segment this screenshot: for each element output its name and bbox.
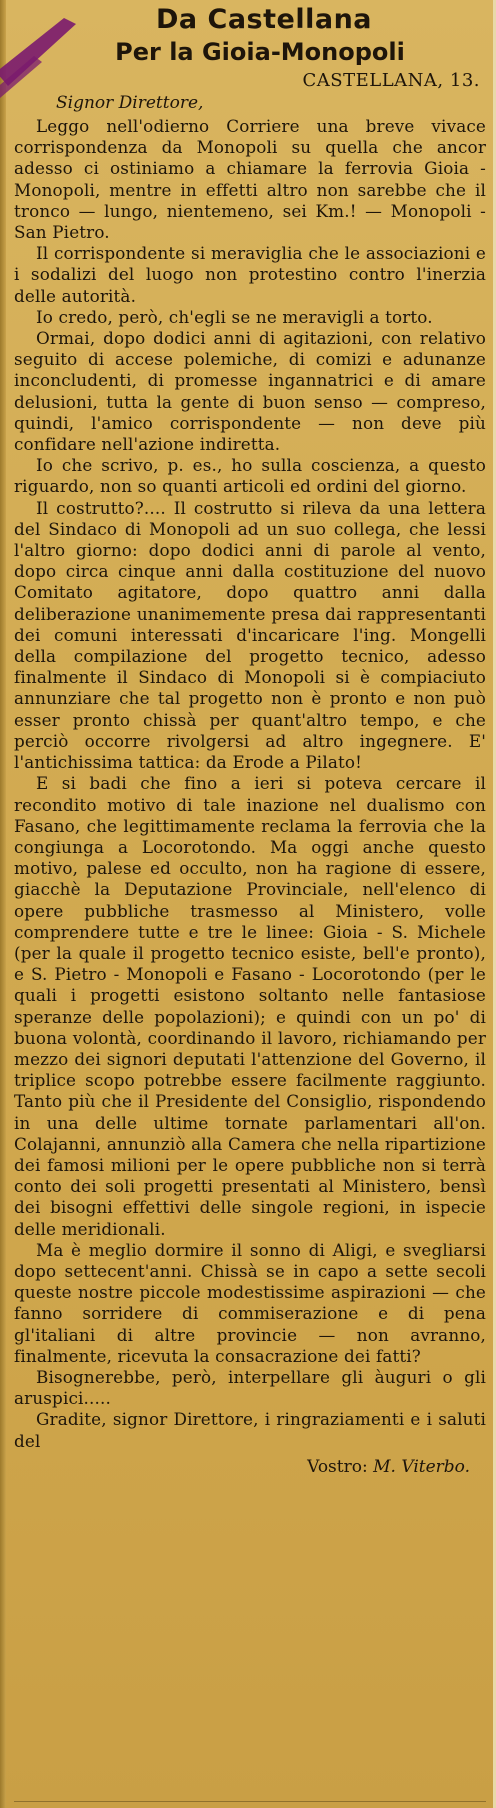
paragraph: E si badi che fino a ieri si poteva cercare il recondito motivo di tale inazione nel dualismo con Fasano, che legittimamente reclama la ferrovia che la congiunga a Locorotondo. Ma oggi anche questo motivo, palese ed occulto, non ha ragione di essere, giacchè la Deputazione Provinciale, nell'elenco di opere pubbliche trasmesso al Ministero, volle comprendere tutte e tre le linee: Gioia - S. Michele (per la quale il progetto tecnico esiste, bell'e pronto), e S. Pietro - Monopoli e Fasano - Locorotondo (per le quali i progetti esistono soltanto nelle fantasiose speranze delle popolazioni); e quindi con un po' di buona volontà, coordinando il lavoro, richiamando per mezzo dei signori deputati l'attenzione del Governo, il triplice scopo potrebbe essere facilmente raggiunto. Tanto più che il Presidente del Consiglio, rispondendo in una delle ultime tornate parlamentari all'on. Colajanni, annunziò alla Camera che nella ripartizione dei famosi milioni per le opere pubbliche non si terrà conto dei soli progetti presentati al Ministero, bensì dei bisogni effettivi delle singole regioni, in ispecie delle meridionali. bbox=[14, 773, 486, 1239]
torn-left-edge bbox=[0, 0, 6, 1808]
purple-stamp-mark bbox=[0, 10, 90, 98]
signature-prefix: Vostro: bbox=[307, 1456, 368, 1477]
salutation: Signor Direttore, bbox=[56, 93, 204, 113]
paragraph: Leggo nell'odierno Corriere una breve vivace corrispondenza da Monopoli su quella che ancor adesso ci ostiniamo a chiamare la ferrovia Gioia - Monopoli, mentre in effetti altro non sarebbe che il tronco — lungo, nientemeno, sei Km.! — Monopoli - San Pietro. bbox=[14, 116, 486, 243]
paragraph: Gradite, signor Direttore, i ringraziamenti e i saluti del bbox=[14, 1409, 486, 1451]
paragraph: Io credo, però, ch'egli se ne meravigli a torto. bbox=[36, 306, 433, 327]
paragraph: Il corrispondente si meraviglia che le associazioni e i sodalizi del luogo non protestino contro l'inerzia delle autorità. bbox=[14, 243, 486, 306]
paragraph: Bisognerebbe, però, interpellare gli àuguri o gli aruspici..... bbox=[14, 1366, 486, 1409]
article-body bbox=[14, 116, 486, 1452]
bottom-rule bbox=[14, 1801, 486, 1802]
dateline: CASTELLANA, 13. bbox=[302, 70, 480, 91]
signature bbox=[14, 1456, 470, 1478]
paragraph: Il costrutto?.... Il costrutto si rileva da una lettera del Sindaco di Monopoli ad un suo collega, che lessi l'altro giorno: dopo dodici anni di parole al vento, dopo circa cinque anni dalla costituzione del nuovo Comitato agitatore, dopo quattro anni dalla deliberazione unanimemente presa dai rappresentanti dei comuni interessati d'incaricare l'ing. Mongelli della compilazione del progetto tecnico, adesso finalmente il Sindaco di Monopoli si è compiaciuto annunziare che tal progetto non è pronto e non può esser pronto chissà per quant'altro tempo, e che perciò occorre rivolgersi ad altro ingegnere. E' l'antichissima tattica: da Erode a Pilato! bbox=[14, 497, 486, 773]
section-kicker: Da Castellana bbox=[155, 4, 373, 35]
paragraph: Io che scrivo, p. es., ho sulla coscienza, a questo riguardo, non so quanti articoli ed ordini del giorno. bbox=[14, 455, 486, 497]
paragraph: Ma è meglio dormire il sonno di Aligi, e svegliarsi dopo settecent'anni. Chissà se in capo a sette secoli queste nostre piccole modestissime aspirazioni — che fanno sorridere di commiserazione e di pena gl'italiani di altre provincie — non avranno, finalmente, ricevuta la consacrazione dei fatti? bbox=[14, 1239, 486, 1366]
paragraph: Ormai, dopo dodici anni di agitazioni, con relativo seguito di accese polemiche, di comizi e adunanze inconcludenti, di promesse ingannatrici e di amare delusioni, tutta la gente di buon senso — compreso, quindi, l'amico corrispondente — non deve più confidare nell'azione indiretta. bbox=[14, 328, 486, 455]
signature-name: M. Viterbo. bbox=[373, 1456, 470, 1477]
article-headline: Per la Gioia-Monopoli bbox=[115, 38, 405, 66]
